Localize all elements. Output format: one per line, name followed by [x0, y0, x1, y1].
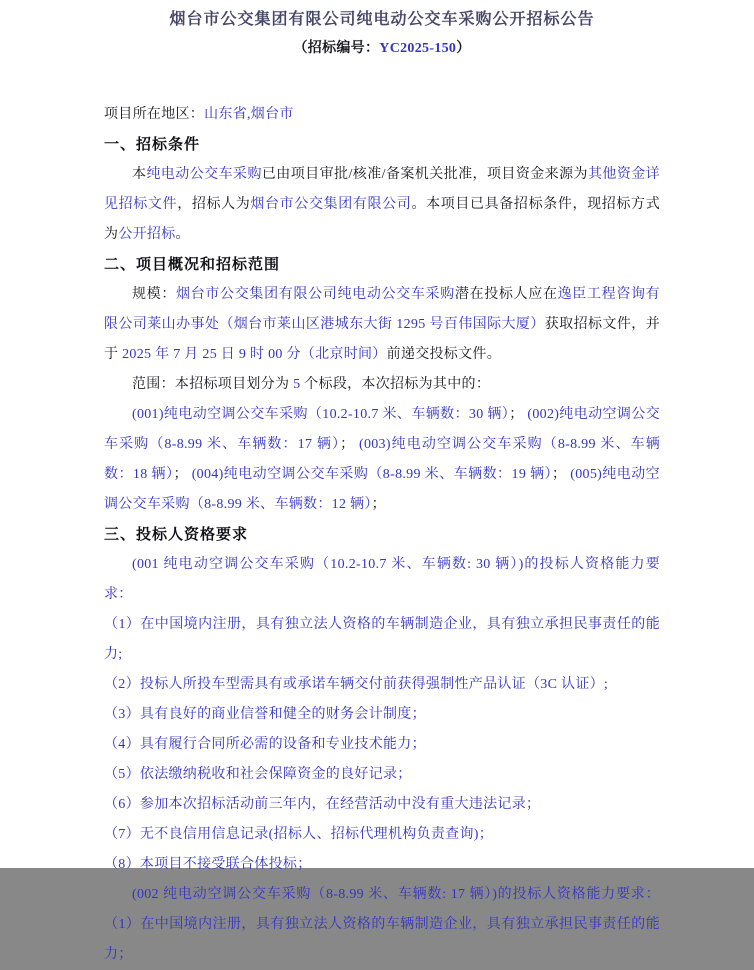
text-run: (002 纯电动空调公交车采购（8-8.99 米、车辆数: 17 辆）)的投标人资格能力要求：（1）在中国境内注册，具有独立法人资格的车辆制造企业，具有独立承担民事责任的能力；: [104, 887, 660, 962]
text-run: （2）投标人所投车型需具有或承诺车辆交付前获得强制性产品认证（3C 认证）;: [104, 677, 609, 692]
page-title: 烟台市公交集团有限公司纯电动公交车采购公开招标公告: [169, 11, 595, 28]
text-run: 规模：: [132, 287, 177, 302]
qualification-intro-lot2: [104, 880, 660, 970]
section-heading: 一、招标条件: [104, 137, 201, 153]
text-run: 烟台市公交集团有限公司: [250, 197, 412, 212]
text-run: (001)纯电动空调公交车采购（10.2-10.7 米、车辆数：30 辆）: [132, 407, 510, 422]
paragraph-scope: [104, 370, 660, 400]
text-run: 5: [293, 377, 301, 392]
text-run: （7）无不良信用信息记录(招标人、招标代理机构负责查询)；: [104, 827, 494, 842]
section-bidder-qualifications: [104, 520, 660, 970]
project-location: [104, 100, 660, 130]
qualification-item: [104, 700, 660, 730]
qualification-item: [104, 610, 660, 670]
text-run: 纯电动公交车采购: [146, 167, 262, 182]
qualification-item: [104, 820, 660, 850]
section-heading: 三、投标人资格要求: [104, 527, 249, 543]
text-run: (004)纯电动空调公交车采购（8-8.99 米、车辆数：19 辆）: [191, 467, 553, 482]
text-run: 项目所在地区：: [104, 107, 205, 122]
text-run: 本: [132, 167, 147, 182]
text-run: 逸臣工程咨询有限公司莱山办事处（烟台市莱山区港城东大街 1295 号百伟国际大厦）: [104, 287, 660, 332]
text-run: 。本项目已具备招标条件，现招标方式为: [104, 197, 660, 242]
text-run: （4）具有履行合同所必需的设备和专业技术能力；: [104, 737, 426, 752]
text-run: 2025 年 7 月 25 日 9 时 00 分（北京时间）: [122, 347, 387, 362]
text-run: 烟台市公交集团有限公司纯电动公交车采购: [176, 287, 455, 302]
text-run: 公开招标: [118, 227, 176, 242]
text-run: （招标编号：: [293, 41, 380, 56]
section-tender-conditions: [104, 130, 660, 250]
text-run: 个标段，本次招标为其中的：: [300, 377, 491, 392]
text-run: （1）在中国境内注册，具有独立法人资格的车辆制造企业，具有独立承担民事责任的能力;: [104, 617, 660, 662]
text-run: ）: [456, 41, 471, 56]
qualification-intro-lot1: [104, 550, 660, 610]
text-run: 。: [175, 227, 190, 242]
text-run: ；: [371, 497, 386, 512]
text-run: ；: [173, 467, 192, 482]
text-run: 山东省,烟台市: [204, 107, 294, 122]
text-run: (005)纯电动空调公交车采购（8-8.99 米、车辆数：12 辆）: [104, 467, 660, 512]
text-run: (002)纯电动空调公交车采购（8-8.99 米、车辆数：17 辆）: [104, 407, 660, 452]
qualification-item: [104, 730, 660, 760]
text-run: 前递交投标文件。: [386, 347, 502, 362]
tender-number: [104, 38, 660, 60]
section-project-overview: [104, 250, 660, 520]
text-run: （3）具有良好的商业信誉和健全的财务会计制度；: [104, 707, 426, 722]
paragraph: [104, 160, 660, 250]
text-run: 获取招标文件，并于: [104, 317, 660, 362]
paragraph-lots: [104, 400, 660, 520]
paragraph-scale: [104, 280, 660, 370]
text-run: （5）依法缴纳税收和社会保障资金的良好记录；: [104, 767, 412, 782]
text-run: ；: [340, 437, 359, 452]
text-run: ；: [509, 407, 528, 422]
text-run: 其他资金详见招标文件: [104, 167, 660, 212]
text-run: (001 纯电动空调公交车采购（10.2-10.7 米、车辆数: 30 辆）)的投标人资格能力要求：: [104, 557, 660, 602]
text-run: ；: [552, 467, 571, 482]
text-run: YC2025-150: [379, 41, 457, 56]
text-run: （6）参加本次招标活动前三年内，在经营活动中没有重大违法记录；: [104, 797, 541, 812]
text-run: 范围：本招标项目划分为: [132, 377, 294, 392]
text-run: 潜在投标人应在: [454, 287, 558, 302]
text-run: (003)纯电动空调公交车采购（8-8.99 米、车辆数：18 辆）: [104, 437, 661, 482]
qualification-item: [104, 670, 660, 700]
qualification-item: [104, 850, 660, 880]
section-heading: 二、项目概况和招标范围: [104, 257, 281, 273]
qualification-item: [104, 760, 660, 790]
text-run: ，招标人为: [177, 197, 251, 212]
text-run: 已由项目审批/核准/备案机关批准，项目资金来源为: [261, 167, 588, 182]
qualification-item: [104, 790, 660, 820]
text-run: （8）本项目不接受联合体投标；: [104, 857, 312, 872]
